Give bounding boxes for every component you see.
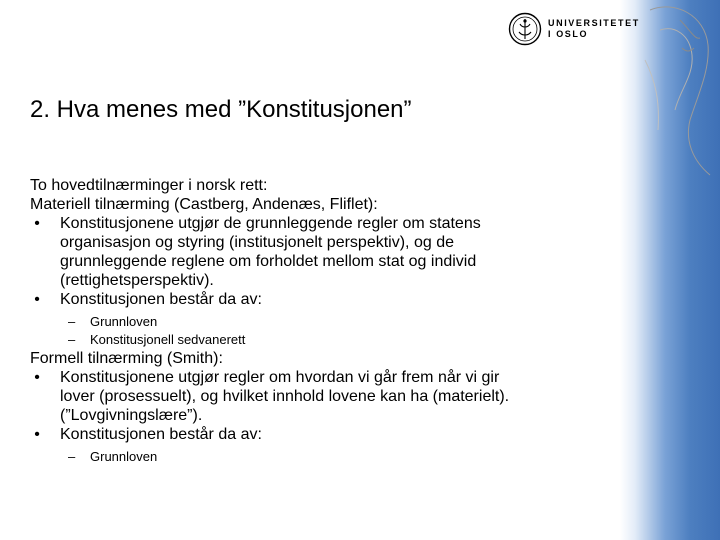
bullet-item: [30, 425, 625, 444]
sub-item-text: Grunnloven: [90, 449, 158, 464]
dash-glyph: –: [68, 314, 76, 329]
bullet-glyph: •: [34, 215, 40, 232]
bullet-glyph: •: [34, 369, 40, 386]
university-name-line-1: UNIVERSITETET: [548, 18, 640, 28]
bullet-text-line: Konstitusjonene utgjør de grunnleggende regler om statens: [60, 215, 481, 232]
bullet-item: [30, 290, 625, 309]
intro-line: To hovedtilnærminger i norsk rett:: [30, 177, 268, 194]
bullet-item: [30, 368, 625, 425]
dash-glyph: –: [68, 332, 76, 347]
formell-heading: Formell tilnærming (Smith):: [30, 350, 223, 367]
bullet-text-line: organisasjon og styring (institusjonelt perspektiv), og de: [60, 234, 454, 251]
slide-title: 2. Hva menes med ”Konstitusjonen”: [30, 96, 412, 123]
bullet-text-line: Konstitusjonen består da av:: [60, 426, 262, 443]
sub-item: [30, 313, 625, 331]
materiell-heading: Materiell tilnærming (Castberg, Andenæs, Fliflet):: [30, 196, 378, 213]
sub-item-text: Grunnloven: [90, 314, 158, 329]
decorative-side-band: [620, 0, 720, 540]
slide-body: [30, 176, 625, 466]
sub-item: [30, 448, 625, 466]
sub-item: [30, 331, 625, 349]
dash-glyph: –: [68, 449, 76, 464]
bullet-text-line: Konstitusjonen består da av:: [60, 291, 262, 308]
bullet-text-line: grunnleggende reglene om forholdet mellom stat og individ: [60, 253, 477, 270]
university-logo: [508, 12, 640, 48]
bullet-glyph: •: [34, 426, 40, 443]
bullet-text-line: Konstitusjonene utgjør regler om hvordan vi går frem når vi gir: [60, 369, 500, 386]
bullet-text-line: (”Lovgivningslære”).: [60, 407, 203, 424]
bullet-glyph: •: [34, 291, 40, 308]
bullet-item: [30, 214, 625, 290]
university-seal-icon: [508, 12, 542, 46]
university-name: [548, 18, 640, 40]
bullet-text-line: lover (prosessuelt), og hvilket innhold lovene kan ha (materielt).: [60, 388, 510, 405]
university-name-line-2: I OSLO: [548, 29, 589, 39]
sub-item-text: Konstitusjonell sedvanerett: [90, 332, 246, 347]
bullet-text-line: (rettighetsperspektiv).: [60, 272, 214, 289]
